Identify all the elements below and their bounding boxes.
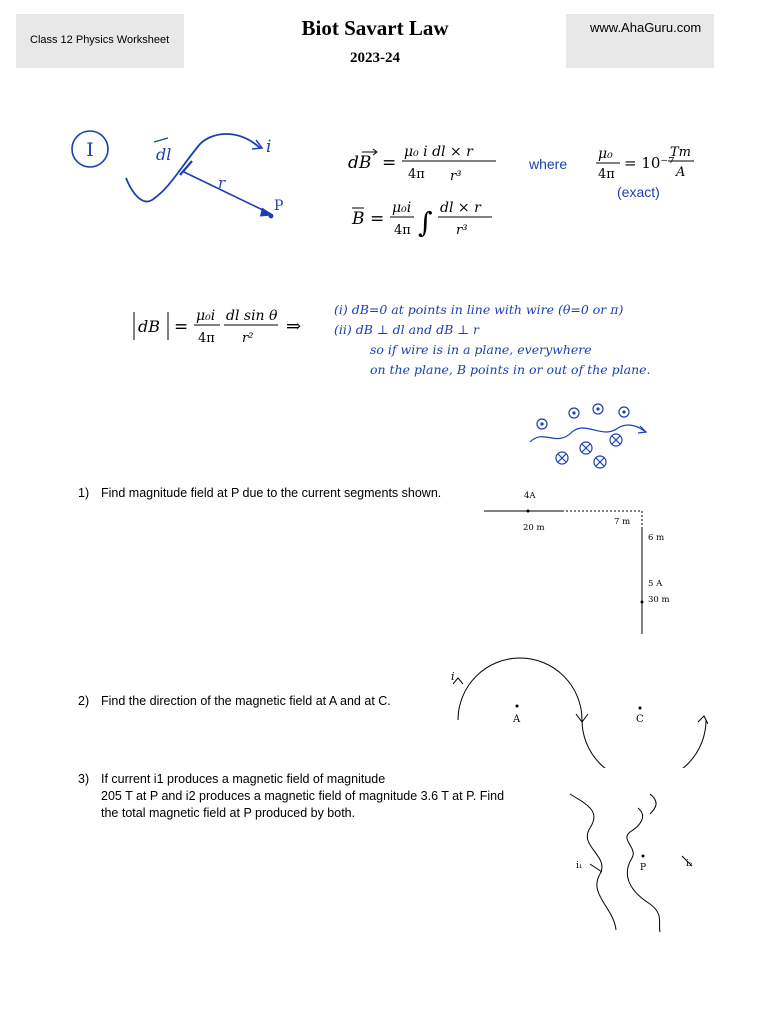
- svg-text:=: =: [382, 153, 397, 173]
- note-line-3: so if wire is in a plane, everywhere: [370, 342, 592, 357]
- diagram3-point: P: [640, 863, 647, 873]
- diagram-3: [560, 786, 730, 936]
- point-p-label: P: [274, 198, 284, 214]
- formula-dB: [346, 136, 506, 188]
- note-line-2: (ii) dB ⊥ dl and dB ⊥ r: [334, 322, 479, 337]
- note-line-1: (i) dB=0 at points in line with wire (θ=0 or π): [334, 302, 624, 317]
- question-3-line-3: the total magnetic field at P produced by both.: [101, 806, 356, 820]
- svg-text:=: =: [174, 317, 189, 337]
- header-left-box: [16, 14, 184, 68]
- diagram2-current: i: [451, 670, 455, 683]
- question-2-number: 2): [78, 694, 90, 708]
- diagram-1: [478, 488, 678, 638]
- svg-text:Tm: Tm: [670, 145, 691, 160]
- formula-dB-magnitude: [128, 300, 314, 352]
- svg-text:=: =: [370, 209, 385, 229]
- svg-text:μ₀ i dl × r: μ₀ i dl × r: [404, 144, 473, 160]
- svg-text:4π: 4π: [198, 331, 215, 346]
- svg-text:r³: r³: [450, 169, 462, 184]
- diagram-2: [448, 644, 708, 768]
- r-vector: [184, 172, 271, 214]
- section-marker: I: [86, 139, 94, 161]
- svg-text:= 10⁻⁷: = 10⁻⁷: [624, 154, 675, 172]
- year-label: 2023-24: [350, 50, 400, 66]
- svg-text:μ₀i: μ₀i: [196, 308, 216, 324]
- svg-text:dl sin θ: dl sin θ: [226, 308, 278, 324]
- question-2-text: Find the direction of the magnetic field at A and at C.: [101, 694, 391, 708]
- diagram1-current-top: 4A: [524, 491, 536, 501]
- question-3-text: [101, 771, 541, 822]
- dl-label: dl: [156, 145, 172, 164]
- question-1-text: Find magnitude field at P due to the current segments shown.: [101, 486, 442, 500]
- svg-text:dl × r: dl × r: [440, 200, 481, 216]
- svg-text:μ₀: μ₀: [598, 146, 613, 162]
- diagram2-point-a: A: [513, 714, 521, 725]
- svg-text:r³: r³: [456, 223, 468, 238]
- current-label: i: [266, 137, 272, 157]
- diagram2-point-c: C: [636, 714, 644, 725]
- question-3-number: 3): [78, 772, 90, 786]
- field-symbols-sketch: [528, 398, 652, 474]
- diagram3-current-2: i₂: [686, 859, 693, 869]
- diagram3-current-1: i₁: [576, 861, 583, 871]
- svg-text:B: B: [352, 209, 365, 229]
- diagram1-current-right: 5 A: [648, 579, 663, 589]
- question-3-line-1: If current i1 produces a magnetic field of magnitude: [101, 772, 386, 786]
- r-label: r: [218, 174, 226, 192]
- svg-text:r²: r²: [242, 331, 254, 346]
- dl-arrow-icon: [154, 138, 168, 142]
- svg-text:μ₀i: μ₀i: [392, 200, 412, 216]
- website-link[interactable]: www.AhaGuru.com: [590, 20, 702, 35]
- svg-text:dB: dB: [348, 153, 372, 173]
- svg-text:dB: dB: [138, 317, 160, 336]
- svg-text:4π: 4π: [408, 167, 425, 182]
- page-title: Biot Savart Law: [301, 16, 449, 40]
- diagram1-gap: 7 m: [614, 517, 631, 527]
- diagram1-len-right-bottom: 30 m: [648, 595, 670, 605]
- formula-exact: (exact): [617, 184, 660, 200]
- svg-text:4π: 4π: [598, 167, 615, 182]
- question-3-line-2: 205 T at P and i2 produces a magnetic field of magnitude 3.6 T at P. Find: [101, 789, 505, 803]
- svg-text:A: A: [676, 165, 686, 180]
- svg-text:∫: ∫: [418, 206, 433, 239]
- header-right-box: [566, 14, 714, 68]
- svg-text:⇒: ⇒: [286, 316, 302, 337]
- question-1-number: 1): [78, 486, 90, 500]
- wire-curve: [126, 134, 260, 201]
- note-line-4: on the plane, B points in or out of the plane.: [370, 362, 651, 377]
- diagram1-len-right-top: 6 m: [648, 533, 665, 543]
- point-p-dot: [269, 214, 274, 219]
- worksheet-label: Class 12 Physics Worksheet: [30, 34, 170, 46]
- diagram1-len-top: 20 m: [523, 523, 545, 533]
- formula-B-integral: [348, 192, 498, 244]
- formula-where: where: [529, 156, 568, 172]
- formula-mu0: [594, 142, 704, 186]
- svg-text:4π: 4π: [394, 223, 411, 238]
- handwritten-notes: [334, 300, 704, 380]
- biot-savart-sketch: [60, 118, 300, 230]
